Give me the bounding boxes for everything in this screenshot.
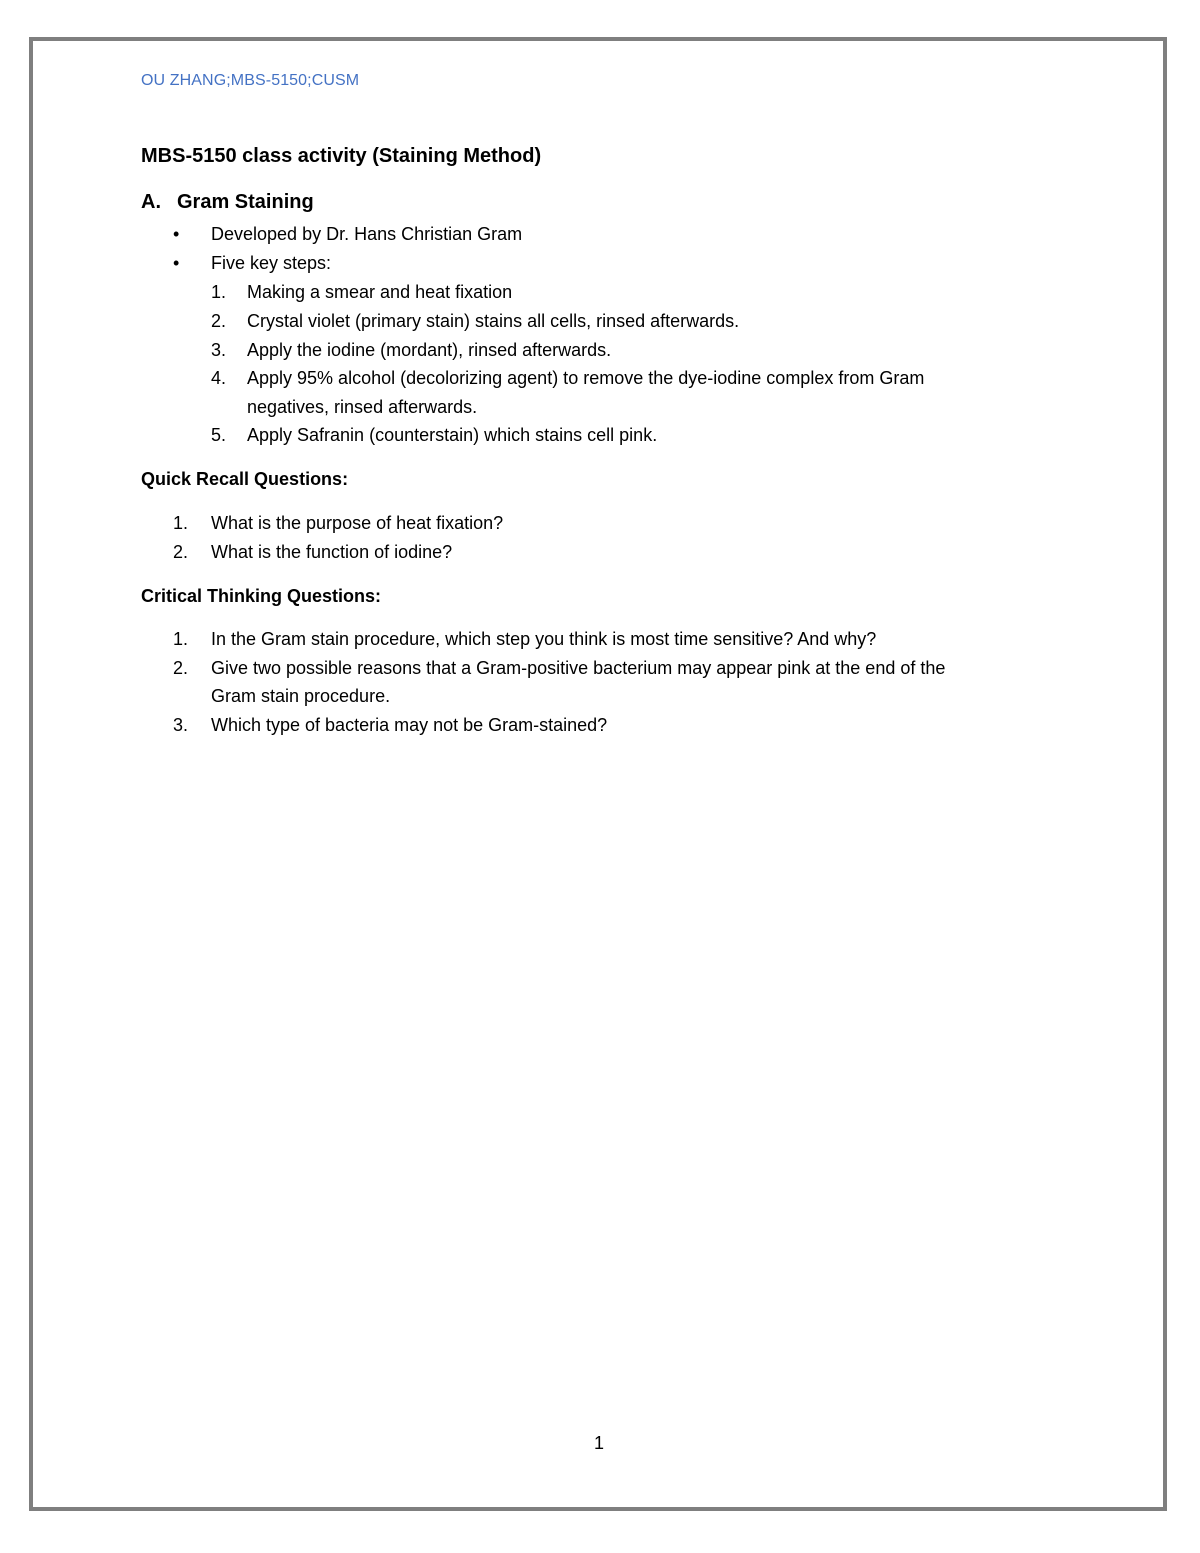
- step-text: Crystal violet (primary stain) stains all cells, rinsed afterwards.: [247, 311, 740, 331]
- section-a-heading: [141, 191, 314, 214]
- question-text: What is the purpose of heat fixation?: [211, 513, 504, 533]
- step-number: 3.: [211, 340, 227, 360]
- question-number: 1.: [173, 629, 189, 649]
- bullet-icon: •: [173, 224, 180, 244]
- step-number: 1.: [211, 282, 227, 302]
- question-text: In the Gram stain procedure, which step you think is most time sensitive? And why?: [211, 629, 877, 649]
- running-header: OU ZHANG;MBS-5150;CUSM: [141, 72, 360, 89]
- section-a-letter: A.: [141, 191, 161, 213]
- step-text: Apply Safranin (counterstain) which stains cell pink.: [247, 425, 658, 445]
- bullet-item: Five key steps:: [211, 253, 332, 273]
- question-text: Give two possible reasons that a Gram-positive bacterium may appear pink at the end of the: [211, 658, 946, 678]
- section-a-title: Gram Staining: [177, 191, 314, 213]
- question-text: Which type of bacteria may not be Gram-stained?: [211, 715, 608, 735]
- question-number: 1.: [173, 513, 189, 533]
- question-number: 2.: [173, 658, 189, 678]
- question-text-continued: Gram stain procedure.: [211, 686, 391, 706]
- step-text: Making a smear and heat fixation: [247, 282, 513, 302]
- step-number: 5.: [211, 425, 227, 445]
- step-number: 4.: [211, 368, 227, 388]
- question-number: 2.: [173, 542, 189, 562]
- bullet-item: Developed by Dr. Hans Christian Gram: [211, 224, 523, 244]
- page-border: [29, 37, 1167, 1511]
- question-text: What is the function of iodine?: [211, 542, 453, 562]
- critical-thinking-heading: Critical Thinking Questions:: [141, 586, 382, 606]
- bullet-icon: •: [173, 253, 180, 273]
- step-text-continued: negatives, rinsed afterwards.: [247, 397, 478, 417]
- step-text: Apply the iodine (mordant), rinsed afterwards.: [247, 340, 612, 360]
- document-title: MBS-5150 class activity (Staining Method): [141, 145, 542, 167]
- step-number: 2.: [211, 311, 227, 331]
- step-text: Apply 95% alcohol (decolorizing agent) to remove the dye-iodine complex from Gram: [247, 368, 925, 388]
- quick-recall-heading: Quick Recall Questions:: [141, 469, 349, 489]
- page-number: 1: [594, 1433, 605, 1453]
- question-number: 3.: [173, 715, 189, 735]
